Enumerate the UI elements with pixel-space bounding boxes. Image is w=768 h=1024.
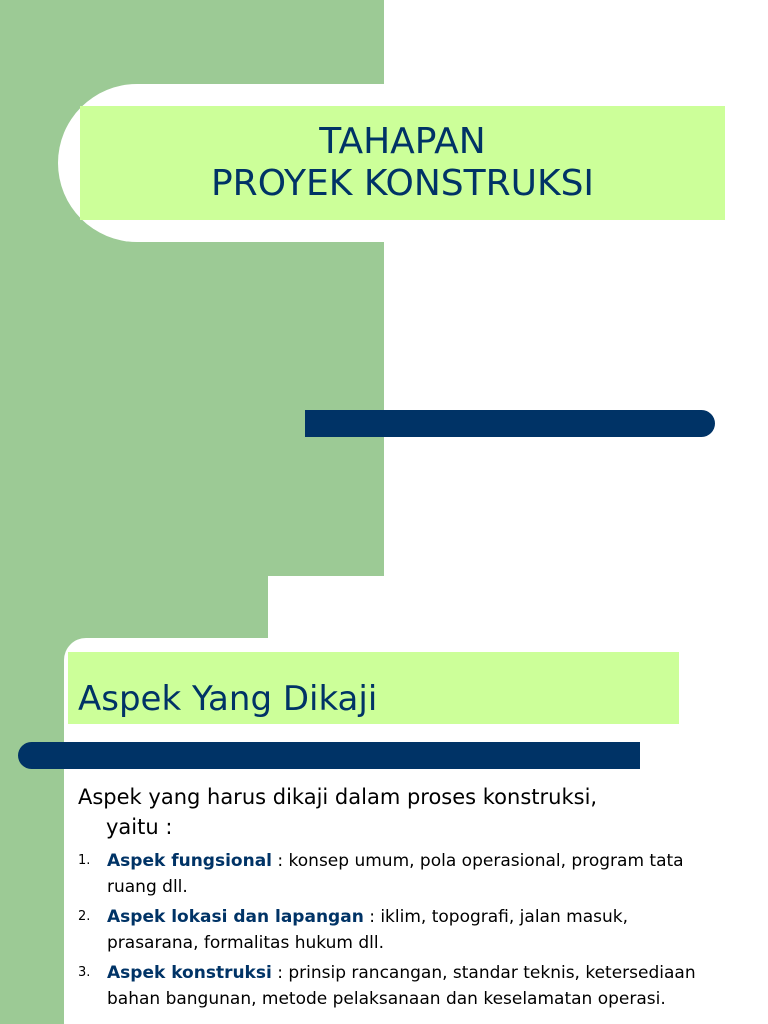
list-number: 3. [78, 965, 91, 980]
aspect-term: Aspek fungsional [107, 851, 272, 871]
aspect-description: : prinsip rancangan, standar teknis, ketersediaan bahan bangunan, metode pelaksanaan dan keselamatan operasi. [107, 963, 696, 1009]
aspect-term: Aspek konstruksi [107, 963, 272, 983]
intro-line-2: yaitu : [106, 815, 173, 839]
title-line-1: TAHAPAN [319, 121, 486, 162]
aspect-description: : iklim, topografi, jalan masuk, prasarana, formalitas hukum dll. [107, 907, 629, 953]
list-number: 2. [78, 909, 91, 924]
aspect-term: Aspek lokasi dan lapangan [107, 907, 364, 927]
title-line-2: PROYEK KONSTRUKSI [210, 163, 595, 204]
list-number: 1. [78, 853, 91, 868]
navy-accent-bar [18, 742, 640, 769]
list-item [78, 848, 718, 900]
slide-title-text [80, 106, 725, 220]
intro-line-1: Aspek yang harus dikaji dalam proses konstruksi, [78, 785, 598, 809]
navy-accent-bar [305, 410, 715, 437]
aspect-description: : konsep umum, pola operasional, program tata ruang dll. [107, 851, 684, 897]
aspect-list [78, 848, 718, 1012]
section-heading: Aspek Yang Dikaji [78, 679, 378, 719]
slide-body [78, 782, 718, 1016]
list-item [78, 904, 718, 956]
intro-paragraph [78, 782, 718, 842]
list-item [78, 960, 718, 1012]
